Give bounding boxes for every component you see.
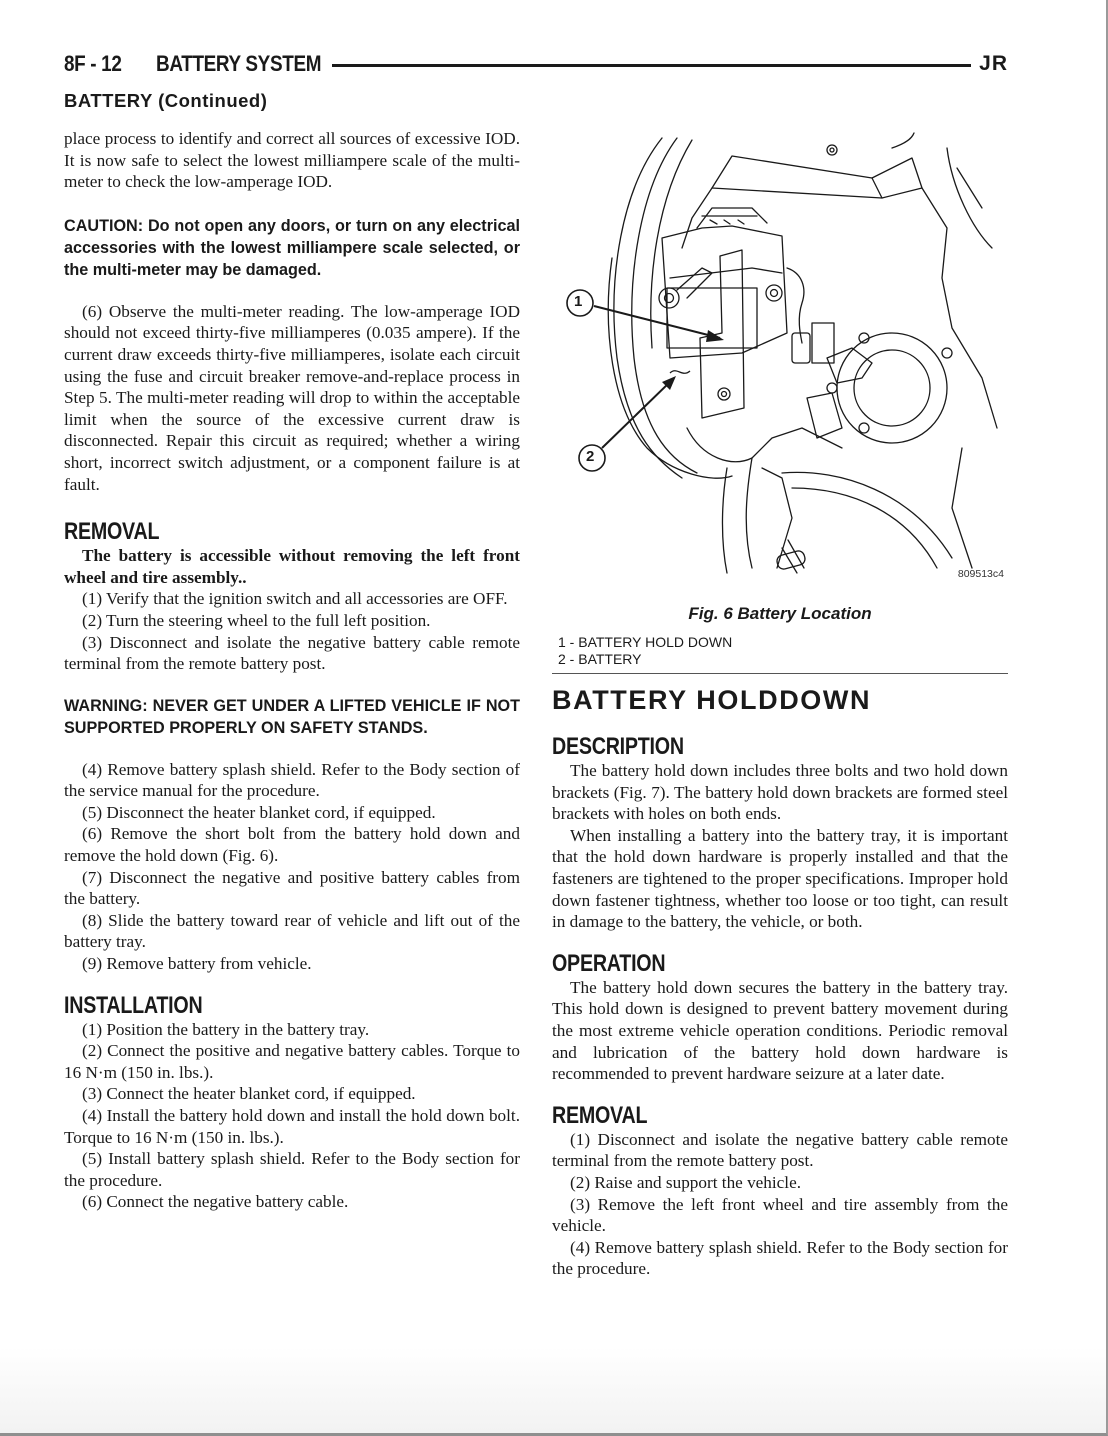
figure-caption: Fig. 6 Battery Location xyxy=(688,604,872,623)
left-column xyxy=(64,128,520,1213)
holddown-removal-step: (4) Remove battery splash shield. Refer to the Body section for the procedure. xyxy=(552,1237,1008,1279)
battery-location-figure xyxy=(552,128,1008,588)
legend-item: 2 - BATTERY xyxy=(558,650,642,667)
installation-step: (1) Position the battery in the battery tray. xyxy=(82,1019,370,1039)
callout-2 xyxy=(552,128,1008,588)
removal-step: (3) Disconnect and isolate the negative battery cable remote terminal from the remote battery post. xyxy=(64,632,520,674)
description-heading: DESCRIPTION xyxy=(552,733,684,760)
installation-step: (2) Connect the positive and negative battery cables. Torque to 16 N·m (150 in. lbs.). xyxy=(64,1041,520,1082)
model-code: JR xyxy=(979,52,1008,75)
removal-intro: The battery is accessible without removing the left front wheel and tire assembly.. xyxy=(64,546,520,587)
installation-step: (3) Connect the heater blanket cord, if equipped. xyxy=(82,1084,416,1104)
holddown-removal-step: (1) Disconnect and isolate the negative battery cable remote terminal from the remote battery post. xyxy=(552,1129,1008,1171)
figure-id-code: 809513c4 xyxy=(957,568,1004,580)
removal-step: (6) Remove the short bolt from the battery hold down and remove the hold down (Fig. 6). xyxy=(64,824,520,866)
figure-legend xyxy=(558,634,732,667)
right-column xyxy=(552,684,1008,1280)
intro-paragraph: place process to identify and correct all sources of excessive IOD. It is now safe to select the lowest milliampere scale of the multi-meter to check the low-amperage IOD. xyxy=(64,129,520,192)
holddown-removal-step: (3) Remove the left front wheel and tire assembly from the vehicle. xyxy=(552,1194,1008,1236)
battery-holddown-heading: BATTERY HOLDDOWN xyxy=(552,685,872,715)
holddown-removal-step: (2) Raise and support the vehicle. xyxy=(570,1172,802,1192)
removal-step: (7) Disconnect the negative and positive battery cables from the battery. xyxy=(64,867,520,909)
operation-paragraph: The battery hold down secures the battery in the battery tray. This hold down is designed to prevent battery movement during the most extreme vehicle operation conditions. Periodic removal and lubrication of the battery hold down hardware is recommended to prevent hardware seizure at a later date. xyxy=(552,977,1008,1084)
installation-step: (5) Install battery splash shield. Refer to the Body section for the procedure. xyxy=(64,1149,520,1190)
header-rule xyxy=(332,64,971,67)
removal-heading: REMOVAL xyxy=(64,518,160,546)
warning-note: WARNING: NEVER GET UNDER A LIFTED VEHICLE IF NOT SUPPORTED PROPERLY ON SAFETY STANDS. xyxy=(64,696,520,737)
legend-divider xyxy=(552,673,1008,674)
removal-step: (8) Slide the battery toward rear of vehicle and lift out of the battery tray. xyxy=(64,910,520,952)
operation-heading: OPERATION xyxy=(552,949,666,977)
removal-step: (4) Remove battery splash shield. Refer to the Body section of the service manual for the procedure. xyxy=(64,759,520,801)
installation-step: (4) Install the battery hold down and install the hold down bolt. Torque to 16 N·m (150 in. lbs.). xyxy=(64,1106,520,1147)
installation-step: (6) Connect the negative battery cable. xyxy=(82,1192,349,1212)
page-header xyxy=(64,50,1008,78)
legend-item: 1 - BATTERY HOLD DOWN xyxy=(558,634,733,650)
page-number: 8F - 12 xyxy=(64,51,122,76)
removal-step: (5) Disconnect the heater blanket cord, if equipped. xyxy=(82,802,436,822)
callout-1-label: 1 xyxy=(574,293,583,310)
holddown-removal-heading: REMOVAL xyxy=(552,1101,648,1129)
section-title: BATTERY SYSTEM xyxy=(156,51,322,76)
description-paragraph: When installing a battery into the battery tray, it is important that the hold down hardware is properly installed and that the fasteners are tightened to the proper specifications. Improper hold down fastener tightness, whether too loose or too tight, can result in damage to the battery, the vehicle, or both. xyxy=(552,825,1008,932)
removal-step: (1) Verify that the ignition switch and all accessories are OFF. xyxy=(82,589,508,609)
step6-paragraph: (6) Observe the multi-meter reading. The low-amperage IOD should not exceed thirty-five milliamperes (0.035 ampere). If the current draw exceeds thirty-five milliamperes, isolate each circuit using the fuse and circuit breaker remove-and-replace process in Step 5. The multi-meter reading will drop to within the acceptable limit when the source of the excessive current draw is disconnected. Repair this circuit as required; whether a wiring short, incorrect switch adjustment, or a component failure is at fault. xyxy=(64,301,520,494)
removal-step: (9) Remove battery from vehicle. xyxy=(82,954,312,974)
caution-note: CAUTION: Do not open any doors, or turn on any electrical accessories with the lowest milliampere scale selected, or the multi-meter may be damaged. xyxy=(64,216,520,279)
callout-2-label: 2 xyxy=(586,448,595,465)
continued-heading: BATTERY (Continued) xyxy=(64,90,268,111)
description-paragraph: The battery hold down includes three bolts and two hold down brackets (Fig. 7). The battery hold down brackets are formed steel brackets with holes on both ends. xyxy=(552,761,1008,824)
removal-step: (2) Turn the steering wheel to the full left position. xyxy=(82,610,431,630)
installation-heading: INSTALLATION xyxy=(64,991,203,1019)
